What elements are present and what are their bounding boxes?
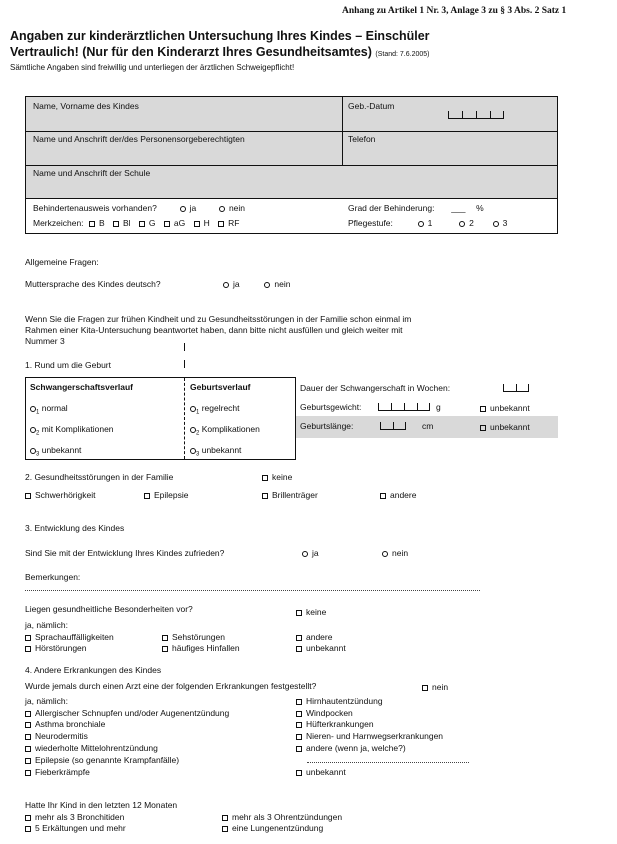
birth-course-header: Geburtsverlauf — [190, 382, 251, 392]
epilepsy-seizures-checkbox[interactable] — [25, 758, 31, 764]
birth-length-unknown — [480, 422, 530, 432]
birth-weight-unknown-label: unbekannt — [490, 403, 530, 413]
febrile-seizures — [25, 767, 90, 777]
febrile-seizures-checkbox[interactable] — [25, 770, 31, 776]
ear-infections — [222, 812, 342, 822]
family-other-checkbox[interactable] — [380, 493, 386, 499]
chickenpox-checkbox[interactable] — [296, 711, 302, 717]
development-no-label: nein — [392, 548, 409, 558]
care-level-1-radio[interactable] — [418, 221, 424, 227]
birth-option-2[interactable]: $_2$ Komplikationen — [190, 424, 260, 437]
remarks-input-line[interactable] — [25, 590, 480, 591]
disability-no-radio[interactable] — [219, 206, 225, 212]
percent-sign: % — [476, 203, 484, 213]
mother-tongue-no-radio[interactable] — [264, 282, 270, 288]
birth-length-label: Geburtslänge: — [300, 421, 354, 431]
birth-length-unit: cm — [422, 421, 434, 431]
kidney-disease-checkbox[interactable] — [296, 734, 302, 740]
peculiarities-other-checkbox[interactable] — [296, 635, 302, 641]
form-title: Angaben zur kinderärztlichen Untersuchung Ihres Kindes – Einschüler — [10, 29, 430, 43]
family-epilepsy-label: Epilepsie — [154, 490, 189, 500]
birth-weight-label: Geburtsgewicht: — [300, 402, 362, 412]
peculiarities-other-label: andere — [306, 632, 333, 642]
section-divider-mark — [184, 360, 185, 368]
pneumonia-label: eine Lungenentzündung — [232, 823, 324, 833]
birth-weight-boxes[interactable] — [378, 402, 430, 411]
neurodermatitis-label: Neurodermitis — [35, 731, 88, 741]
birth-weight-unknown-checkbox[interactable] — [480, 406, 486, 412]
pregnancy-unknown-label: unbekannt — [41, 445, 82, 455]
meningitis-checkbox[interactable] — [296, 699, 302, 705]
info-text-line-2: Rahmen einer Kita-Untersuchung beantwortet haben, dann bitte nicht ausfüllen und gleich weiter mit — [25, 325, 403, 335]
colds-checkbox[interactable] — [25, 826, 31, 832]
birth-length-unknown-label: unbekannt — [490, 422, 530, 432]
pregnancy-birth-box — [25, 377, 296, 460]
hearing-loss-checkbox[interactable] — [25, 493, 31, 499]
care-level-1-label: 1 — [427, 218, 433, 228]
family-item-glasses — [262, 490, 318, 500]
hearing-loss-label: Schwerhörigkeit — [35, 490, 96, 500]
asthma — [25, 719, 105, 729]
mark-bl-checkbox[interactable] — [113, 221, 119, 227]
pregnancy-normal-label: normal — [41, 403, 68, 413]
pregnancy-option-1[interactable]: $_1$ normal — [30, 403, 68, 416]
disability-degree-row — [348, 203, 484, 213]
illnesses-section-heading: 4. Andere Erkrankungen des Kindes — [25, 665, 162, 675]
neurodermatitis — [25, 731, 88, 741]
care-level-3-radio[interactable] — [493, 221, 499, 227]
mark-b-checkbox[interactable] — [89, 221, 95, 227]
peculiarities-none-checkbox[interactable] — [296, 610, 302, 616]
meningitis — [296, 696, 383, 706]
mother-tongue-options — [223, 279, 290, 289]
illness-other-checkbox[interactable] — [296, 746, 302, 752]
birth-regular-label: regelrecht — [201, 403, 240, 413]
otitis-media — [25, 743, 158, 753]
disability-card-row — [33, 203, 245, 213]
birth-option-1[interactable]: $_1$ regelrecht — [190, 403, 240, 416]
family-none — [262, 472, 292, 482]
guardian-label: Name und Anschrift der/des Personensorgeberechtigten — [33, 134, 245, 144]
allergic-rhinitis-checkbox[interactable] — [25, 711, 31, 717]
birth-weight-unit: g — [436, 402, 441, 412]
peculiarities-unknown-checkbox[interactable] — [296, 646, 302, 652]
care-level-2-label: 2 — [469, 218, 474, 228]
care-level-2-radio[interactable] — [459, 221, 465, 227]
birth-date-label: Geb.-Datum — [348, 101, 395, 111]
pregnancy-option-2[interactable]: $_2$ mit Komplikationen — [30, 424, 114, 437]
personal-data-box — [25, 96, 558, 234]
kidney-disease — [296, 731, 443, 741]
frequent-falling-label: häufiges Hinfallen — [172, 643, 240, 653]
peculiarities-none — [296, 607, 326, 617]
mark-rf-checkbox[interactable] — [218, 221, 224, 227]
peculiarities-other — [296, 632, 332, 642]
annex-reference: Anhang zu Artikel 1 Nr. 3, Anlage 3 zu § 3 Abs. 2 Satz 1 — [342, 6, 567, 16]
disability-yes-radio[interactable] — [180, 206, 186, 212]
pneumonia — [222, 823, 323, 833]
mark-ag-label: aG — [173, 218, 186, 228]
development-satisfied-question: Sind Sie mit der Entwicklung Ihres Kindes zufrieden? — [25, 548, 225, 558]
peculiarities-none-label: keine — [306, 607, 327, 617]
mark-bl-label: Bl — [122, 218, 131, 228]
hip-disease — [296, 719, 374, 729]
illnesses-no-label: nein — [432, 682, 449, 692]
bronchitis-label: mehr als 3 Bronchitiden — [35, 812, 125, 822]
hip-disease-checkbox[interactable] — [296, 722, 302, 728]
pregnancy-duration-label: Dauer der Schwangerschaft in Wochen: — [300, 383, 451, 393]
chickenpox-label: Windpocken — [306, 708, 353, 718]
development-section-heading: 3. Entwicklung des Kindes — [25, 523, 125, 533]
family-item-other — [380, 490, 416, 500]
care-level-3-label: 3 — [502, 218, 508, 228]
vision-disorders — [162, 632, 225, 642]
birth-option-3[interactable]: $_3$ unbekannt — [190, 445, 241, 458]
form-version: (Stand: 7.6.2005) — [375, 51, 430, 58]
mother-tongue-question: Muttersprache des Kindes deutsch? — [25, 279, 161, 289]
family-section-heading: 2. Gesundheitsstörungen in der Familie — [25, 472, 174, 482]
pregnancy-duration-boxes[interactable] — [503, 383, 529, 392]
frequent-falling-checkbox[interactable] — [162, 646, 168, 652]
mark-h-checkbox[interactable] — [194, 221, 200, 227]
last-12-months-question: Hatte Ihr Kind in den letzten 12 Monaten — [25, 800, 178, 810]
family-item-epilepsy — [144, 490, 189, 500]
development-yes-radio[interactable] — [302, 551, 308, 557]
otitis-media-label: wiederholte Mittelohrentzündung — [35, 743, 158, 753]
mark-g-label: G — [148, 218, 156, 228]
mark-h-label: H — [203, 218, 210, 228]
mark-g-checkbox[interactable] — [139, 221, 145, 227]
kidney-disease-label: Nieren- und Harnwegserkrankungen — [306, 731, 444, 741]
bronchitis — [25, 812, 124, 822]
illnesses-no-checkbox[interactable] — [422, 685, 428, 691]
glasses-wearer-label: Brillenträger — [272, 490, 318, 500]
illnesses-no — [422, 682, 448, 692]
general-questions-heading: Allgemeine Fragen: — [25, 257, 99, 267]
colds-label: 5 Erkältungen und mehr — [35, 823, 126, 833]
remarks-label: Bemerkungen: — [25, 572, 81, 582]
hearing-disorders-label: Hörstörungen — [35, 643, 87, 653]
hip-disease-label: Hüfterkrankungen — [306, 719, 374, 729]
illnesses-question: Wurde jemals durch einen Arzt eine der folgenden Erkrankungen festgestellt? — [25, 681, 317, 691]
section-divider-mark — [184, 343, 185, 351]
ear-infections-label: mehr als 3 Ohrentzündungen — [232, 812, 343, 822]
pregnancy-option-3[interactable]: $_3$ unbekannt — [30, 445, 81, 458]
febrile-seizures-label: Fieberkrämpfe — [35, 767, 90, 777]
phone-label: Telefon — [348, 134, 376, 144]
peculiarities-namely: ja, nämlich: — [25, 620, 68, 630]
mother-tongue-no-label: nein — [274, 279, 291, 289]
marks-label: Merkzeichen: — [33, 218, 84, 228]
pregnancy-header: Schwangerschaftsverlauf — [30, 382, 133, 392]
pneumonia-checkbox[interactable] — [222, 826, 228, 832]
glasses-wearer-checkbox[interactable] — [262, 493, 268, 499]
development-yes — [302, 548, 319, 558]
peculiarities-unknown-label: unbekannt — [306, 643, 346, 653]
speech-issues-checkbox[interactable] — [25, 635, 31, 641]
pregnancy-complications-label: mit Komplikationen — [41, 424, 114, 434]
disability-card-label: Behindertenausweis vorhanden? — [33, 203, 157, 213]
hearing-disorders-checkbox[interactable] — [25, 646, 31, 652]
illness-other-label: andere (wenn ja, welche?) — [306, 743, 406, 753]
birth-section-heading: 1. Rund um die Geburt — [25, 360, 111, 370]
hearing-disorders — [25, 643, 87, 653]
otitis-media-checkbox[interactable] — [25, 746, 31, 752]
mark-ag-checkbox[interactable] — [164, 221, 170, 227]
allergic-rhinitis — [25, 708, 229, 718]
family-item-hearing — [25, 490, 95, 500]
disability-degree-label: Grad der Behinderung: — [348, 203, 435, 213]
info-text-line-1: Wenn Sie die Fragen zur frühen Kindheit und zu Gesundheitsstörungen in der Familie schon einmal im — [25, 314, 412, 324]
info-text-line-3: Nummer 3 — [25, 336, 65, 346]
asthma-label: Asthma bronchiale — [35, 719, 106, 729]
disability-degree-input[interactable]: ___ — [451, 203, 466, 213]
allergic-rhinitis-label: Allergischer Schnupfen und/oder Augenentzündung — [35, 708, 230, 718]
birth-unknown-label: unbekannt — [201, 445, 242, 455]
development-no — [382, 548, 408, 558]
child-name-label: Name, Vorname des Kindes — [33, 101, 139, 111]
speech-issues — [25, 632, 114, 642]
mark-b-label: B — [98, 218, 105, 228]
birth-length-unknown-checkbox[interactable] — [480, 425, 486, 431]
illness-other-input-line[interactable] — [307, 762, 469, 763]
care-level-label: Pflegestufe: — [348, 218, 393, 228]
birth-length-boxes[interactable] — [380, 421, 406, 430]
ear-infections-checkbox[interactable] — [222, 815, 228, 821]
birth-date-digit-boxes[interactable] — [448, 110, 504, 119]
illness-unknown — [296, 767, 346, 777]
family-none-label: keine — [272, 472, 293, 482]
frequent-falling — [162, 643, 240, 653]
marks-row — [33, 218, 240, 228]
mark-rf-label: RF — [228, 218, 240, 228]
epilepsy-seizures-label: Epilepsie (so genannte Krampfanfälle) — [35, 755, 180, 765]
disability-no-label: nein — [228, 203, 246, 213]
mother-tongue-yes-radio[interactable] — [223, 282, 229, 288]
form-subtitle — [10, 45, 429, 59]
family-none-checkbox[interactable] — [262, 475, 268, 481]
illness-unknown-checkbox[interactable] — [296, 770, 302, 776]
care-level-row — [348, 218, 507, 228]
school-label: Name und Anschrift der Schule — [33, 168, 151, 178]
development-yes-label: ja — [312, 548, 319, 558]
epilepsy-seizures — [25, 755, 179, 765]
neurodermatitis-checkbox[interactable] — [25, 734, 31, 740]
vision-disorders-checkbox[interactable] — [162, 635, 168, 641]
development-no-radio[interactable] — [382, 551, 388, 557]
disability-yes-label: ja — [189, 203, 197, 213]
vision-disorders-label: Sehstörungen — [172, 632, 225, 642]
birth-complications-label: Komplikationen — [201, 424, 260, 434]
family-other-label: andere — [390, 490, 417, 500]
peculiarities-question: Liegen gesundheitliche Besonderheiten vor? — [25, 604, 193, 614]
mother-tongue-yes-label: ja — [233, 279, 240, 289]
illness-other — [296, 743, 406, 753]
peculiarities-unknown — [296, 643, 346, 653]
illness-unknown-label: unbekannt — [306, 767, 346, 777]
chickenpox — [296, 708, 353, 718]
illnesses-namely: ja, nämlich: — [25, 696, 68, 706]
family-epilepsy-checkbox[interactable] — [144, 493, 150, 499]
colds — [25, 823, 126, 833]
birth-weight-unknown — [480, 403, 530, 413]
bronchitis-checkbox[interactable] — [25, 815, 31, 821]
voluntary-note: Sämtliche Angaben sind freiwillig und unterliegen der ärztlichen Schweigepflicht! — [10, 63, 295, 72]
meningitis-label: Hirnhautentzündung — [306, 696, 383, 706]
confidential-note: Vertraulich! (Nur für den Kinderarzt Ihres Gesundheitsamtes) — [10, 45, 372, 59]
asthma-checkbox[interactable] — [25, 722, 31, 728]
speech-issues-label: Sprachauffälligkeiten — [35, 632, 114, 642]
